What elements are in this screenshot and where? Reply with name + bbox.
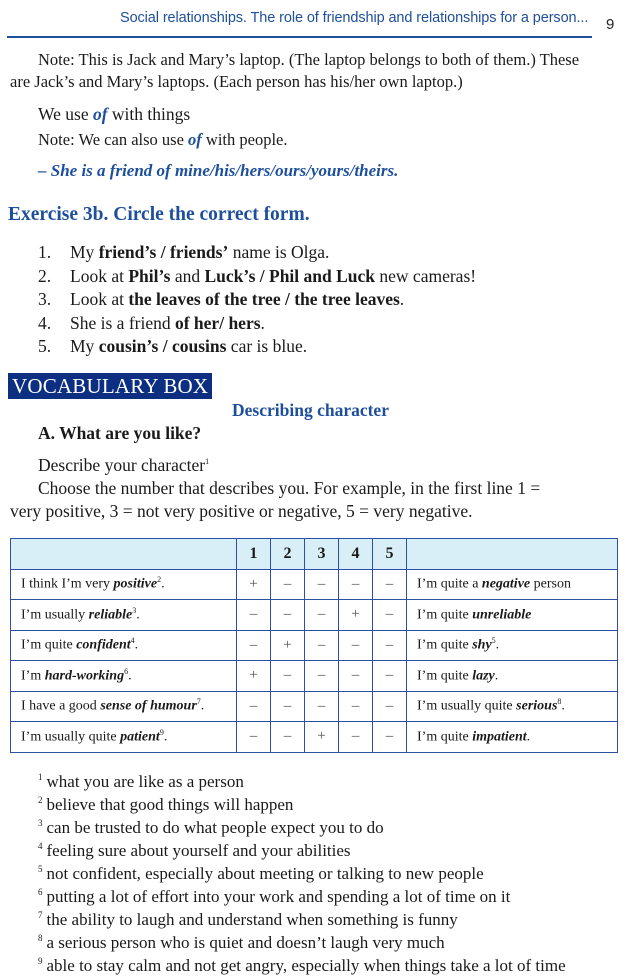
footnote-text: not confident, especially about meeting or talking to new people [46,864,484,883]
opposite-keyword: shy [472,638,492,654]
use-of-prefix: We use [38,104,93,124]
opposite-footnote-ref: 8 [557,697,562,707]
table-row [11,661,618,692]
note-of-prefix: Note: We can also use [38,130,189,149]
exercise-item-text [70,313,265,337]
statement-keyword: reliable [88,607,133,623]
scale-mark-cell[interactable]: – [373,722,407,753]
exercise-item-number: 1. [38,242,52,262]
note-of-people [38,130,287,150]
exercise-option[interactable]: of her/ hers [174,312,261,333]
exercise-item-text [70,242,329,266]
footnote [38,772,244,792]
statement-keyword: patient [120,729,160,745]
opposite-text: I’m quite [417,638,473,654]
scale-mark-cell[interactable]: – [271,569,305,600]
header-blank-right [407,539,618,570]
exercise-text-part: . [399,289,405,309]
footnote-text: can be trusted to do what people expect you to do [46,818,384,837]
scale-mark-cell[interactable]: – [237,691,271,722]
statement-cell [11,600,237,631]
section-a-heading: A. What are you like? [38,423,202,443]
scale-mark-cell[interactable]: – [373,569,407,600]
scale-mark-cell[interactable]: – [373,630,407,661]
statement-keyword: confident [76,638,131,654]
footnote-text: the ability to laugh and understand when something is funny [46,910,458,929]
opposite-cell [407,691,618,722]
opposite-cell [407,569,618,600]
footnote-text: a serious person who is quiet and doesn’t laugh very much [46,933,445,952]
footnote [38,887,510,907]
footnote [38,910,458,930]
exercise-item [38,313,476,337]
describe-footnote-ref: 1 [205,457,210,467]
statement-footnote-ref: 7 [196,697,201,707]
statement-cell [11,691,237,722]
footnote [38,795,293,815]
exercise-item-text [70,289,404,313]
table-header-row [11,539,618,570]
note-laptop-line2: are Jack’s and Mary’s laptops. (Each person has his/her own laptop.) [10,72,463,91]
opposite-end: person [530,577,571,593]
note-of-suffix: with people. [201,130,288,149]
exercise-text-part: Look at [70,289,129,309]
exercise-text-part: car is blue. [226,336,308,356]
footnote-text: believe that good things will happen [46,795,294,814]
exercise-option[interactable]: Phil’s [128,265,171,286]
header-blank-left [11,539,237,570]
table-row [11,569,618,600]
scale-mark-cell[interactable]: – [305,600,339,631]
exercise-option[interactable]: friend’s / friends’ [98,242,229,262]
exercise-list [38,242,476,360]
statement-footnote-ref: 2 [157,575,162,585]
vocabulary-box-badge: VOCABULARY BOX [8,373,212,399]
scale-mark-cell[interactable]: + [271,630,305,661]
exercise-item [38,242,476,266]
scale-mark-cell[interactable]: – [237,630,271,661]
exercise-text-part: My [70,242,99,262]
vocabulary-subtitle: Describing character [232,400,389,420]
statement-keyword: positive [113,577,158,593]
use-of-suffix: with things [107,104,191,124]
opposite-cell [407,722,618,753]
opposite-keyword: unreliable [472,607,532,623]
exercise-text-part: Look at [70,265,129,286]
footnote-number: 2 [38,795,43,806]
statement-end: . [134,638,139,654]
exercise-item [38,336,476,360]
opposite-keyword: serious [516,699,558,715]
statement-end: . [200,699,205,715]
use-of-rule [38,104,190,125]
scale-mark-cell[interactable]: – [339,691,373,722]
scale-mark-cell[interactable]: – [305,691,339,722]
statement-end: . [128,668,132,684]
table-row [11,722,618,753]
table-row [11,600,618,631]
page-header [0,0,632,40]
describe-character [38,455,209,476]
statement-footnote-ref: 6 [124,666,129,676]
exercise-text-part: name is Olga. [228,242,330,262]
instruction-line1: Choose the number that describes you. For example, in the first line 1 = [38,478,541,498]
exercise-text-part: new cameras! [375,265,477,286]
footnote-number: 9 [38,956,43,967]
exercise-title: Exercise 3b. Circle the correct form. [8,204,310,225]
character-table [10,538,618,753]
page-number: 9 [606,16,615,33]
instruction-line2: very positive, 3 = not very positive or negative, 5 = very negative. [10,501,473,521]
scale-mark-cell[interactable]: – [305,630,339,661]
scale-header-1: 1 [237,539,271,570]
scale-mark-cell[interactable]: – [271,600,305,631]
scale-mark-cell[interactable]: – [373,600,407,631]
note-laptop-line1: Note: This is Jack and Mary’s laptop. (The laptop belongs to both of them.) These [38,50,580,69]
scale-mark-cell[interactable]: + [237,569,271,600]
opposite-keyword: impatient [472,729,527,745]
opposite-text: I’m quite [417,607,473,623]
footnote-number: 7 [38,910,43,921]
describe-text: Describe your character [38,455,206,475]
footnote-number: 3 [38,818,43,829]
exercise-item-number: 2. [38,265,52,286]
footnote-number: 1 [38,772,43,783]
footnote-text: what you are like as a person [46,772,244,791]
statement-text: I’m usually [21,607,89,623]
opposite-end: . [494,668,499,684]
statement-keyword: hard-working [44,668,125,684]
scale-mark-cell[interactable]: + [305,722,339,753]
exercise-option[interactable]: Luck’s / Phil and Luck [204,265,376,286]
scale-mark-cell[interactable]: + [237,661,271,692]
scale-mark-cell[interactable]: – [271,691,305,722]
exercise-text-part: and [170,265,205,286]
exercise-option[interactable]: cousin’s / cousins [98,336,227,356]
exercise-text-part: My [70,336,99,356]
table-row [11,691,618,722]
table-row [11,630,618,661]
footnote-text: feeling sure about yourself and your abilities [46,841,351,860]
exercise-text-part: . [260,312,265,333]
statement-footnote-ref: 3 [132,605,137,615]
statement-text: I think I’m very [21,577,114,593]
statement-text: I’m quite [21,638,77,654]
exercise-item-number: 3. [38,289,52,309]
statement-footnote-ref: 9 [159,727,164,737]
scale-mark-cell[interactable]: – [373,661,407,692]
footnote-number: 6 [38,887,43,898]
statement-cell [11,630,237,661]
footnote-text: putting a lot of effort into your work and spending a lot of time on it [46,887,511,906]
scale-mark-cell[interactable]: – [305,661,339,692]
scale-header-5: 5 [373,539,407,570]
exercise-item-number: 4. [38,312,52,333]
scale-mark-cell[interactable]: – [305,569,339,600]
footnote-number: 5 [38,864,43,875]
footnote-number: 8 [38,933,43,944]
scale-mark-cell[interactable]: – [339,661,373,692]
statement-text: I have a good [21,699,101,715]
statement-end: . [161,577,165,593]
exercise-item-text [70,266,476,290]
scale-mark-cell[interactable]: – [339,630,373,661]
exercise-item [38,266,476,290]
exercise-text-part: She is a friend [70,312,175,333]
exercise-item-text [70,336,307,360]
opposite-end: . [561,699,565,715]
footnote [38,841,351,861]
header-divider [7,36,592,38]
statement-footnote-ref: 4 [130,636,135,646]
footnote [38,864,484,884]
opposite-cell [407,661,618,692]
statement-text: I’m usually quite [21,729,121,745]
scale-header-3: 3 [305,539,339,570]
opposite-end: . [495,638,500,654]
statement-cell [11,661,237,692]
scale-mark-cell[interactable]: – [271,661,305,692]
footnote [38,818,384,838]
exercise-option[interactable]: the leaves of the tree / the tree leaves [128,289,400,309]
scale-header-4: 4 [339,539,373,570]
opposite-text: I’m usually quite [417,699,517,715]
statement-cell [11,569,237,600]
opposite-cell [407,600,618,631]
note-of-keyword: of [188,130,202,149]
footnote [38,933,445,953]
opposite-footnote-ref: 5 [491,636,496,646]
opposite-keyword: lazy [472,668,495,684]
scale-header-2: 2 [271,539,305,570]
running-title: Social relationships. The role of friendship and relationships for a person... [120,10,589,26]
footnote-text: able to stay calm and not get angry, especially when things take a lot of time [46,956,566,975]
exercise-item [38,289,476,313]
scale-mark-cell[interactable]: – [339,569,373,600]
scale-mark-cell[interactable]: + [339,600,373,631]
scale-mark-cell[interactable]: – [237,600,271,631]
statement-text: I’m [21,668,45,684]
scale-mark-cell[interactable]: – [373,691,407,722]
statement-end: . [136,607,140,623]
opposite-keyword: negative [481,577,531,593]
scale-mark-cell[interactable]: – [339,722,373,753]
opposite-text: I’m quite a [417,577,482,593]
statement-cell [11,722,237,753]
statement-keyword: sense of humour [100,699,197,715]
exercise-item-number: 5. [38,336,52,356]
use-of-keyword: of [92,104,108,124]
statement-end: . [163,729,168,745]
example-friend-of-mine: – She is a friend of mine/his/hers/ours/yours/theirs. [38,161,399,180]
opposite-text: I’m quite [417,729,473,745]
scale-mark-cell[interactable]: – [271,722,305,753]
footnote-number: 4 [38,841,43,852]
opposite-cell [407,630,618,661]
opposite-text: I’m quite [417,668,473,684]
footnote [38,956,566,976]
scale-mark-cell[interactable]: – [237,722,271,753]
opposite-end: . [526,729,531,745]
